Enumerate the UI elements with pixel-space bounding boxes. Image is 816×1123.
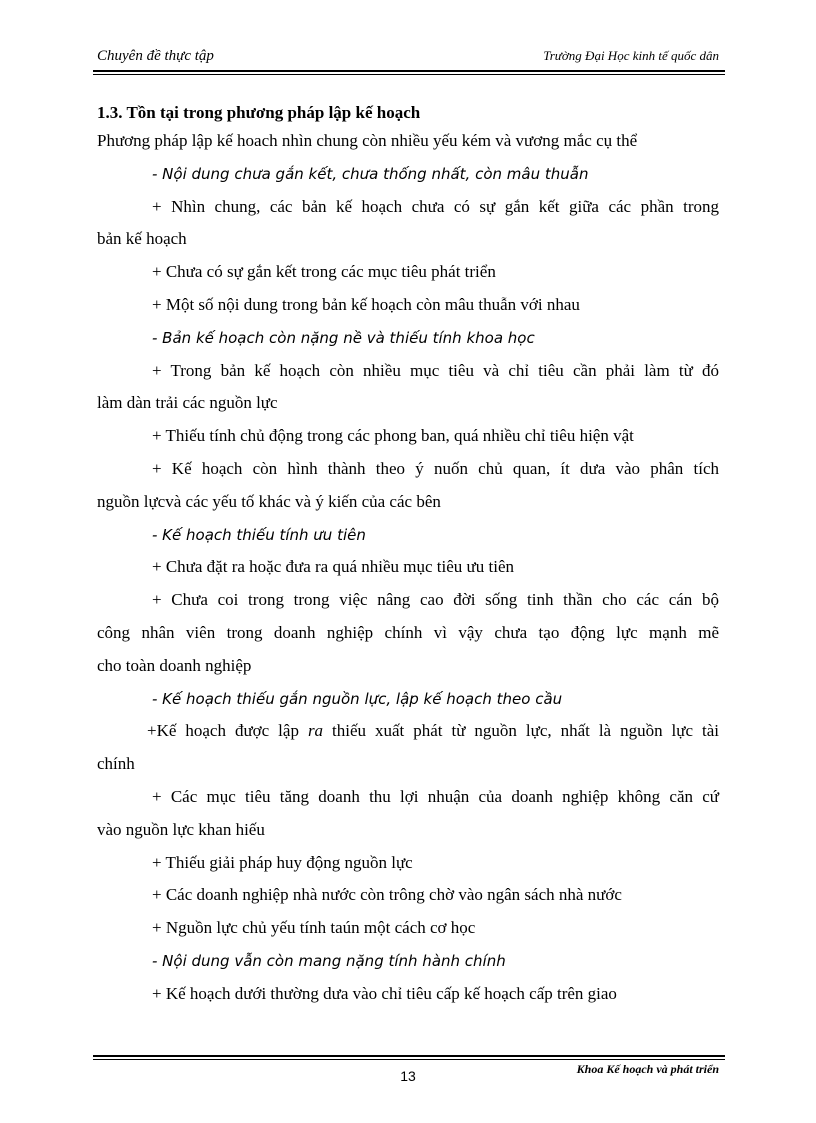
bullet-line: + Kế hoạch còn hình thành theo ý nuốn chủ quan, ít dưa vào phân tích bbox=[152, 458, 719, 478]
text-segment: Kế hoạch được lập bbox=[156, 721, 299, 741]
bullet-continuation: bản kế hoạch bbox=[97, 229, 187, 249]
bullet-line: + Một số nội dung trong bản kế hoạch còn mâu thuẫn với nhau bbox=[152, 294, 580, 314]
bullet-continuation: làm dàn trải các nguồn lực bbox=[97, 393, 278, 413]
subpoint-administrative: - Nội dung vẫn còn mang nặng tính hành chính bbox=[152, 951, 506, 970]
header-divider-thin bbox=[93, 74, 725, 75]
bullet-line: + Chưa đặt ra hoặc đưa ra quá nhiều mục tiêu ưu tiên bbox=[152, 557, 514, 577]
bullet-line: + Nhìn chung, các bản kế hoạch chưa có sự gắn kết giữa các phần trong bbox=[152, 196, 719, 216]
page-number: 13 bbox=[400, 1068, 416, 1084]
subpoint-heavy-plans: - Bản kế hoạch còn nặng nề và thiếu tính khoa học bbox=[152, 328, 535, 347]
bullet-line: + Thiếu tính chủ động trong các phong ban, quá nhiều chỉ tiêu hiện vật bbox=[152, 426, 634, 446]
footer-divider-thin bbox=[93, 1059, 725, 1060]
bullet-line bbox=[97, 715, 719, 748]
subpoint-inconsistent-content: - Nội dung chưa gắn kết, chưa thống nhất, còn mâu thuẫn bbox=[152, 164, 589, 183]
italic-word: ra bbox=[307, 721, 324, 741]
intro-paragraph: Phương pháp lập kế hoach nhìn chung còn nhiều yếu kém và vương mắc cụ thể bbox=[97, 131, 638, 150]
bullet-line: + Kế hoạch dưới thường dưa vào chỉ tiêu cấp kế hoạch cấp trên giao bbox=[152, 983, 617, 1003]
bullet-line: + Chưa coi trong trong việc nâng cao đời sống tinh thần cho các cán bộ bbox=[152, 590, 719, 610]
subpoint-resource-gap: - Kế hoạch thiếu gắn nguồn lực, lập kế hoạch theo cầu bbox=[152, 689, 563, 708]
bullet-continuation: cho toàn doanh nghiệp bbox=[97, 655, 252, 675]
bullet-continuation: nguồn lựcvà các yếu tố khác và ý kiến của các bên bbox=[97, 491, 441, 511]
bullet-line: + Nguồn lực chủ yếu tính taún một cách cơ học bbox=[152, 918, 476, 938]
header-divider bbox=[93, 70, 725, 72]
bullet-line: + Các doanh nghiệp nhà nước còn trông chờ vào ngân sách nhà nước bbox=[152, 885, 622, 905]
footer-department: Khoa Kế hoạch và phát triển bbox=[576, 1062, 719, 1076]
bullet-line: + Các mục tiêu tăng doanh thu lợi nhuận của doanh nghiệp không căn cứ bbox=[152, 786, 719, 806]
text-segment: thiếu xuất phát từ nguồn lực, nhất là nguồn lực tài bbox=[332, 721, 720, 741]
footer-divider bbox=[93, 1055, 725, 1057]
plus-sign: + bbox=[147, 721, 157, 741]
bullet-continuation: công nhân viên trong doanh nghiệp chính vì vậy chưa tạo động lực mạnh mẽ bbox=[97, 622, 719, 642]
header-left-title: Chuyên đề thực tập bbox=[97, 48, 214, 64]
subpoint-no-priority: - Kế hoạch thiếu tính ưu tiên bbox=[152, 525, 366, 544]
bullet-continuation: vào nguồn lực khan hiếu bbox=[97, 819, 265, 839]
bullet-continuation: chính bbox=[97, 754, 135, 774]
bullet-line: + Chưa có sự gắn kết trong các mục tiêu phát triển bbox=[152, 262, 496, 282]
page-body bbox=[97, 101, 719, 1011]
bullet-line: + Thiếu giải pháp huy động nguồn lực bbox=[152, 852, 413, 872]
header-right-title: Trường Đại Học kinh tế quốc dân bbox=[543, 48, 719, 63]
section-heading: 1.3. Tồn tại trong phương pháp lập kế hoạch bbox=[97, 103, 421, 122]
bullet-line: + Trong bản kế hoạch còn nhiều mục tiêu và chỉ tiêu cần phải làm từ đó bbox=[152, 360, 719, 380]
